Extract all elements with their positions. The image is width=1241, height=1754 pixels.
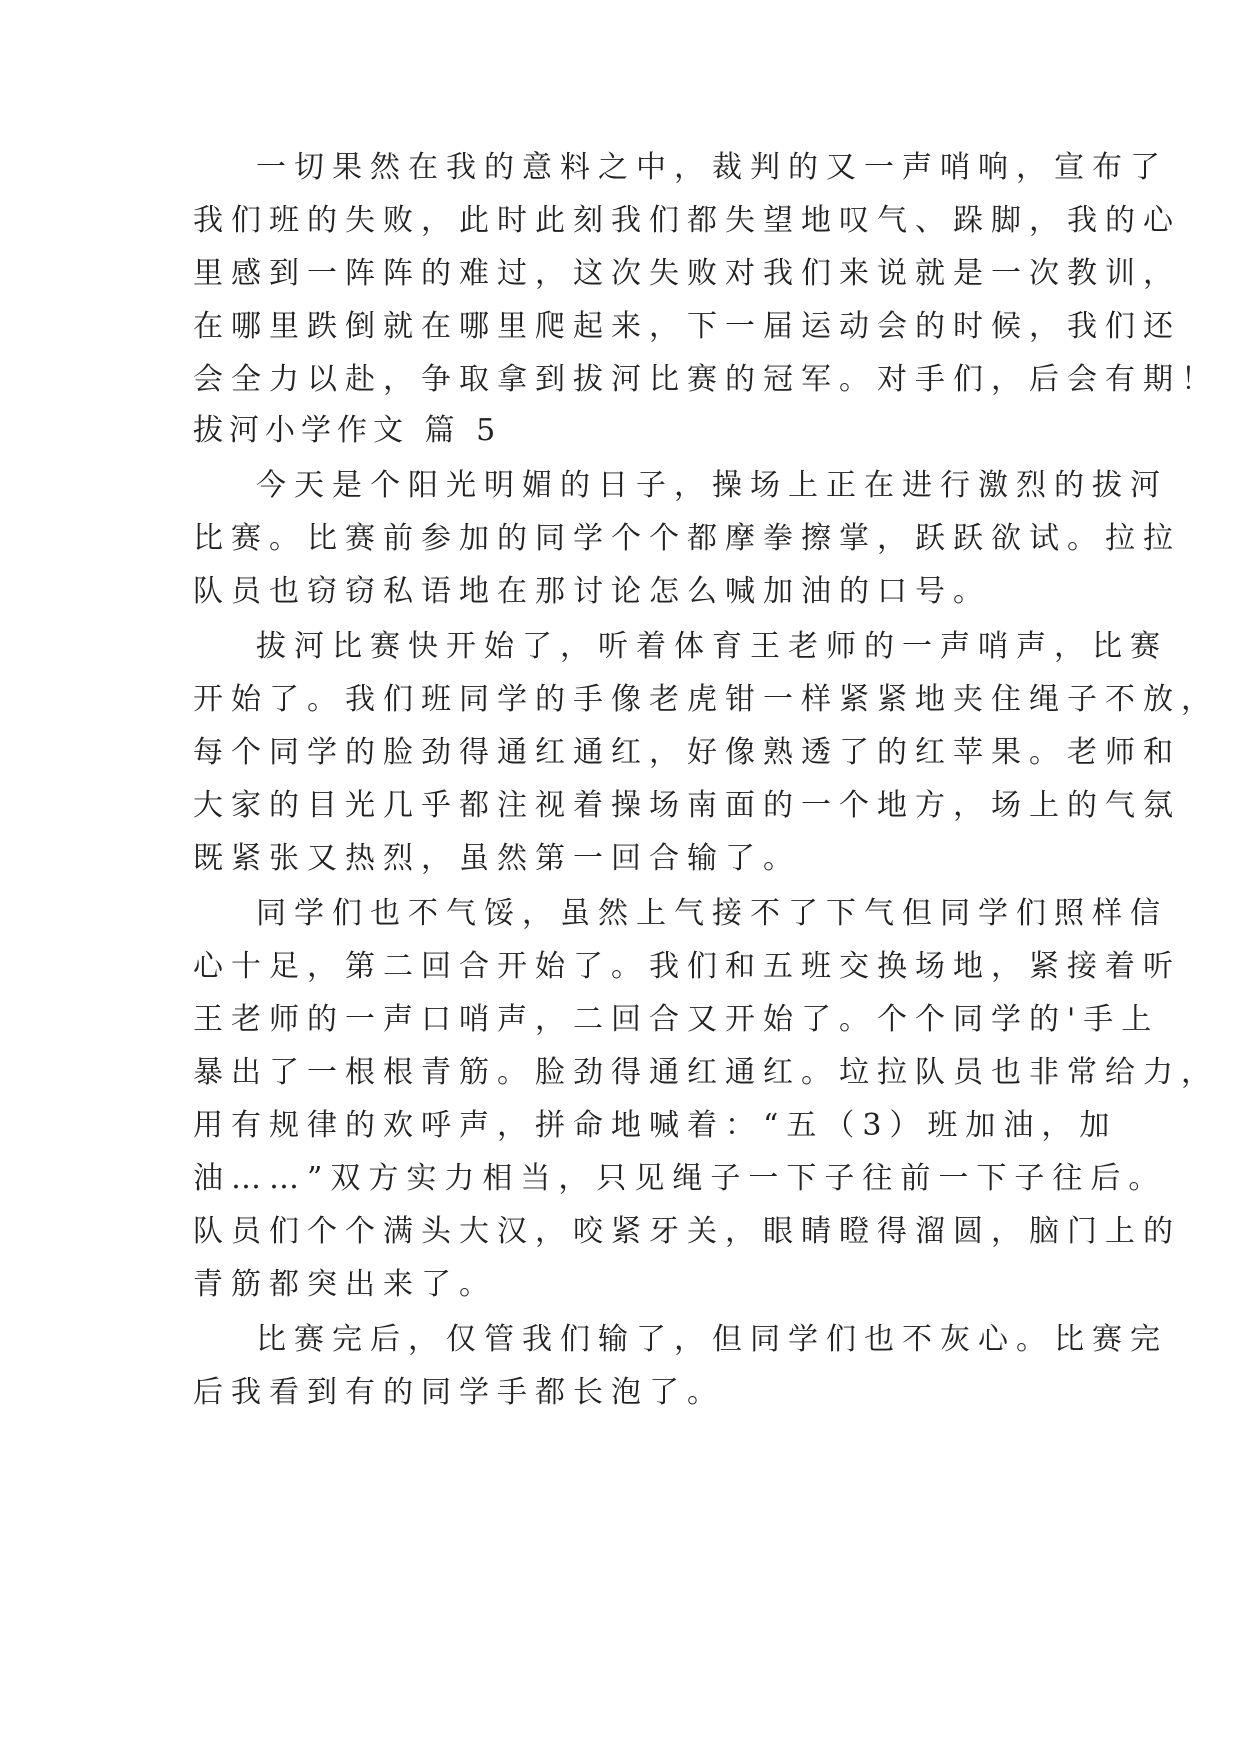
paragraph-line: 青筋都突出来了。	[193, 1267, 497, 1302]
paragraph-line: 心十足，第二回合开始了。我们和五班交换场地，紧接着听	[193, 949, 1181, 984]
paragraph-line: 大家的目光几乎都注视着操场南面的一个地方，场上的气氛	[193, 788, 1181, 823]
paragraph-line: 暴出了一根根青筋。脸劲得通红通红。垃拉队员也非常给力，	[193, 1055, 1219, 1090]
paragraph-line: 里感到一阵阵的难过，这次失败对我们来说就是一次教训，	[193, 256, 1181, 291]
paragraph-line: 我们班的失败，此时此刻我们都失望地叹气、跺脚，我的心	[193, 203, 1181, 238]
paragraph-line: 既紧张又热烈，虽然第一回合输了。	[193, 841, 801, 876]
paragraph-line: 同学们也不气馁，虽然上气接不了下气但同学们照样信	[256, 896, 1168, 931]
paragraph-line: 在哪里跌倒就在哪里爬起来，下一届运动会的时候，我们还	[193, 309, 1181, 344]
paragraph-line: 队员们个个满头大汉，咬紧牙关，眼睛瞪得溜圆，脑门上的	[193, 1214, 1181, 1249]
paragraph-line: 拔河比赛快开始了，听着体育王老师的一声哨声，比赛	[256, 629, 1168, 664]
paragraph-line: 比赛。比赛前参加的同学个个都摩拳擦掌，跃跃欲试。拉拉	[193, 521, 1181, 556]
paragraph-line: 会全力以赴，争取拿到拔河比赛的冠军。对手们，后会有期！	[193, 362, 1219, 397]
paragraph-line: 后我看到有的同学手都长泡了。	[193, 1375, 725, 1410]
paragraph-line: 今天是个阳光明媚的日子，操场上正在进行激烈的拔河	[256, 468, 1168, 503]
section-heading: 拔河小学作文 篇 5	[193, 413, 502, 448]
paragraph-line: 王老师的一声口哨声，二回合又开始了。个个同学的'手上	[193, 1002, 1160, 1037]
paragraph-line: 用有规律的欢呼声，拼命地喊着：“五（3）班加油，加	[193, 1108, 1118, 1143]
paragraph-line: 每个同学的脸劲得通红通红，好像熟透了的红苹果。老师和	[193, 735, 1181, 770]
paragraph-line: 开始了。我们班同学的手像老虎钳一样紧紧地夹住绳子不放，	[193, 682, 1219, 717]
paragraph-line: 队员也窃窃私语地在那讨论怎么喊加油的口号。	[193, 574, 991, 609]
paragraph-line: 比赛完后，仅管我们输了，但同学们也不灰心。比赛完	[256, 1322, 1168, 1357]
paragraph-line: 一切果然在我的意料之中，裁判的又一声哨响，宣布了	[256, 150, 1168, 185]
paragraph-line: 油……”双方实力相当，只见绳子一下子往前一下子往后。	[193, 1161, 1167, 1196]
